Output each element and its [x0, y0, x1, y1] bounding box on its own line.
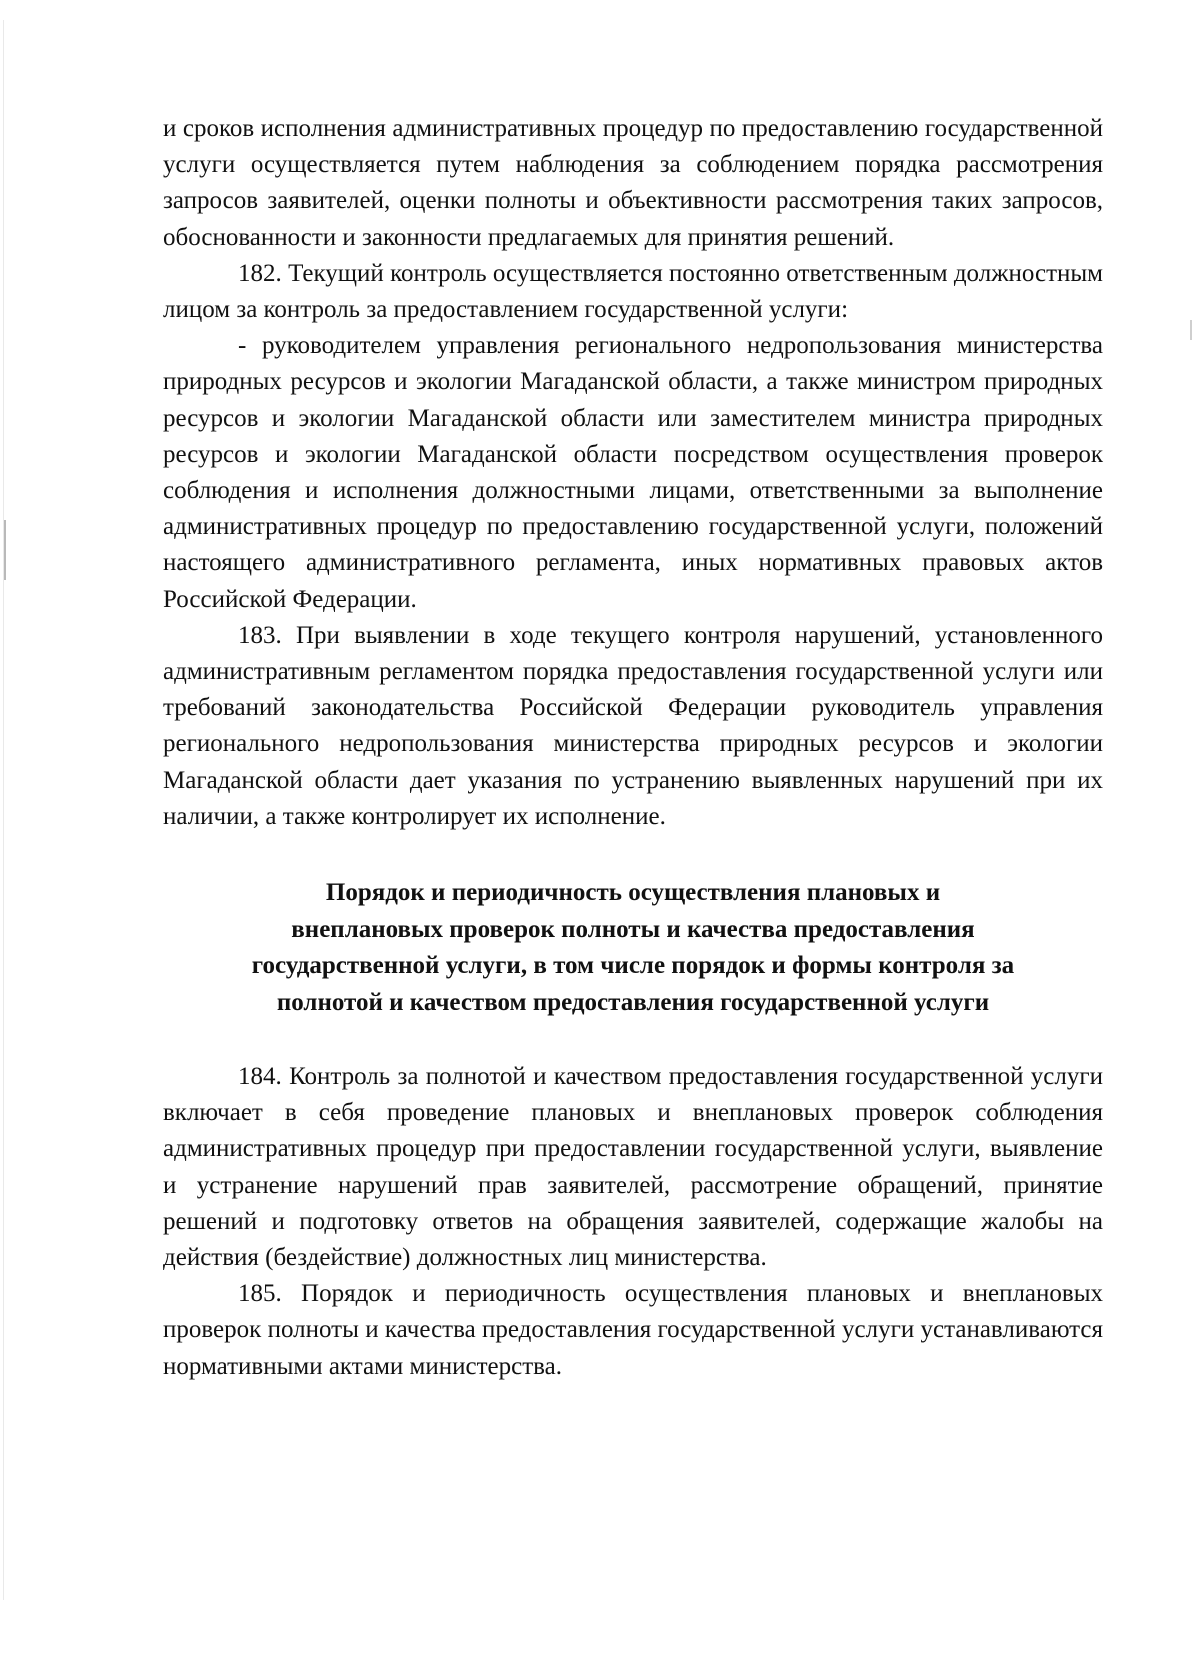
section-heading-line: Порядок и периодичность осуществления плановых и [325, 879, 941, 907]
section-heading-line: внеплановых проверок полноты и качества предоставления [291, 915, 975, 943]
paragraph-dash-item: - руководителем управления регионального недропользования министерства природных ресурсов и экологии Магаданской области, а также министром природных ресурсов и экологии Магаданской области или заместителем министра природных ресурсов и экологии Магаданской области посредством осуществления проверок соблюдения и исполнения должностными лицами, ответственными за выполнение административных процедур по предоставлению государственной услуги, положений настоящего административного регламента, иных нормативных правовых актов Российской Федерации. [163, 332, 1103, 613]
scan-edge-mark [4, 520, 6, 580]
scan-edge-mark [3, 20, 4, 1600]
section-heading-line: государственной услуги, в том числе порядок и формы контроля за [251, 952, 1015, 980]
paragraph-182: 182. Текущий контроль осуществляется постоянно ответственным должностным лицом за контроль за предоставлением государственной услуги: [163, 259, 1103, 324]
section-heading [163, 875, 1103, 1021]
paragraph-183: 183. При выявлении в ходе текущего контроля нарушений, установленного административным регламентом порядка предоставления государственной услуги или требований законодательства Российской Федерации руководитель управления регионального недропользования министерства природных ресурсов и экологии Магаданской области дает указания по устранению выявленных нарушений при их наличии, а также контролирует их исполнение. [163, 621, 1103, 830]
paragraph-184: 184. Контроль за полнотой и качеством предоставления государственной услуги включает в себя проведение плановых и внеплановых проверок соблюдения административных процедур при предоставлении государственной услуги, выявление и устранение нарушений прав заявителей, рассмотрение обращений, принятие решений и подготовку ответов на обращения заявителей, содержащие жалобы на действия (бездействие) должностных лиц министерства. [163, 1063, 1103, 1272]
paragraph-continuation: и сроков исполнения административных процедур по предоставлению государственной услуги осуществляется путем наблюдения за соблюдением порядка рассмотрения запросов заявителей, оценки полноты и объективности рассмотрения таких запросов, обоснованности и законности предлагаемых для принятия решений. [163, 115, 1103, 251]
document-body [163, 111, 1103, 1385]
paragraph-185: 185. Порядок и периодичность осуществления плановых и внеплановых проверок полноты и качества предоставления государственной услуги устанавливаются нормативными актами министерства. [163, 1280, 1103, 1380]
section-heading-line: полнотой и качеством предоставления государственной услуги [276, 988, 990, 1016]
scan-edge-mark [1190, 320, 1192, 340]
